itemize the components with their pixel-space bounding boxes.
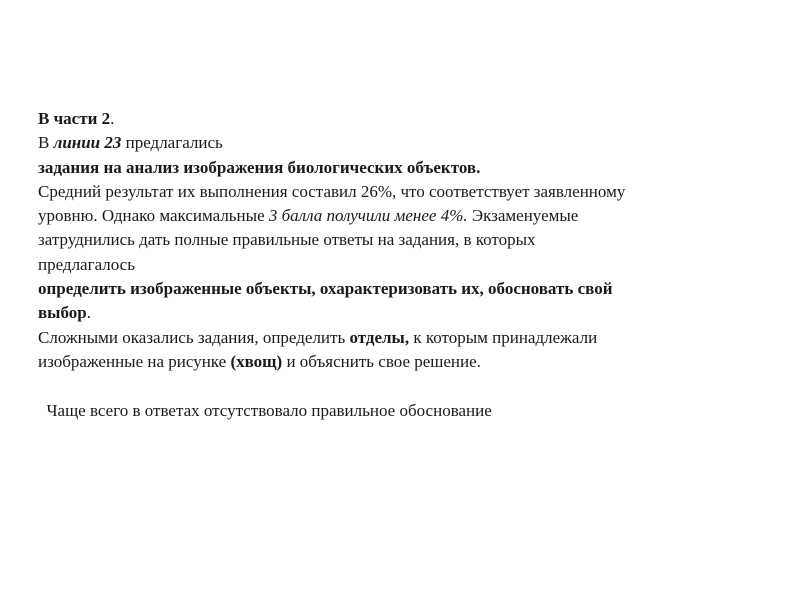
emphasis-line-2 <box>38 301 758 325</box>
task-line-tail: предлагались <box>121 133 223 153</box>
task-line-lead: В <box>38 133 54 153</box>
section-heading: В части 2 <box>38 109 111 128</box>
horsetail-term: (хвощ) <box>230 351 283 371</box>
difficulty-line-1-lead: Сложными оказались задания, определить <box>38 327 350 347</box>
section-heading-line <box>38 107 758 131</box>
difficulty-line-2 <box>38 350 758 374</box>
result-line-3: затруднились дать полные правильные ответы на задания, в которых <box>38 230 536 250</box>
divisions-term: отделы, <box>349 327 410 347</box>
difficulty-line-1-tail: к которым принадлежали <box>409 327 598 347</box>
closing-line: Чаще всего в ответах отсутствовало правильное обоснование <box>38 400 492 420</box>
emphasis-period: . <box>86 303 91 323</box>
emphasis-word: выбор <box>38 303 87 323</box>
difficulty-line-1 <box>38 326 758 350</box>
result-line-1: Средний результат их выполнения составил 26%, что соответствует заявленному <box>38 181 626 201</box>
emphasis-line-1: определить изображенные объекты, охарактеризовать их, обосновать свой <box>38 279 613 299</box>
max-score-note: 3 балла получили менее 4%. <box>268 206 468 226</box>
blank-line <box>38 374 758 398</box>
result-line-4: предлагалось <box>38 254 135 274</box>
task-topic <box>38 156 758 180</box>
task-line-intro <box>38 131 758 155</box>
result-line-2-tail: Экзаменуемые <box>467 206 579 226</box>
difficulty-line-2-lead: изображенные на рисунке <box>38 351 231 371</box>
difficulty-line-2-tail: и объяснить свое решение. <box>282 351 481 371</box>
task-topic-text: задания на анализ изображения биологических объектов. <box>38 157 481 177</box>
task-line-number: линии 23 <box>53 133 122 153</box>
slide-text-body <box>38 107 758 423</box>
section-heading-period: . <box>110 109 115 128</box>
result-line-2-lead: уровню. Однако максимальные <box>38 206 269 226</box>
result-line-2 <box>38 204 758 228</box>
